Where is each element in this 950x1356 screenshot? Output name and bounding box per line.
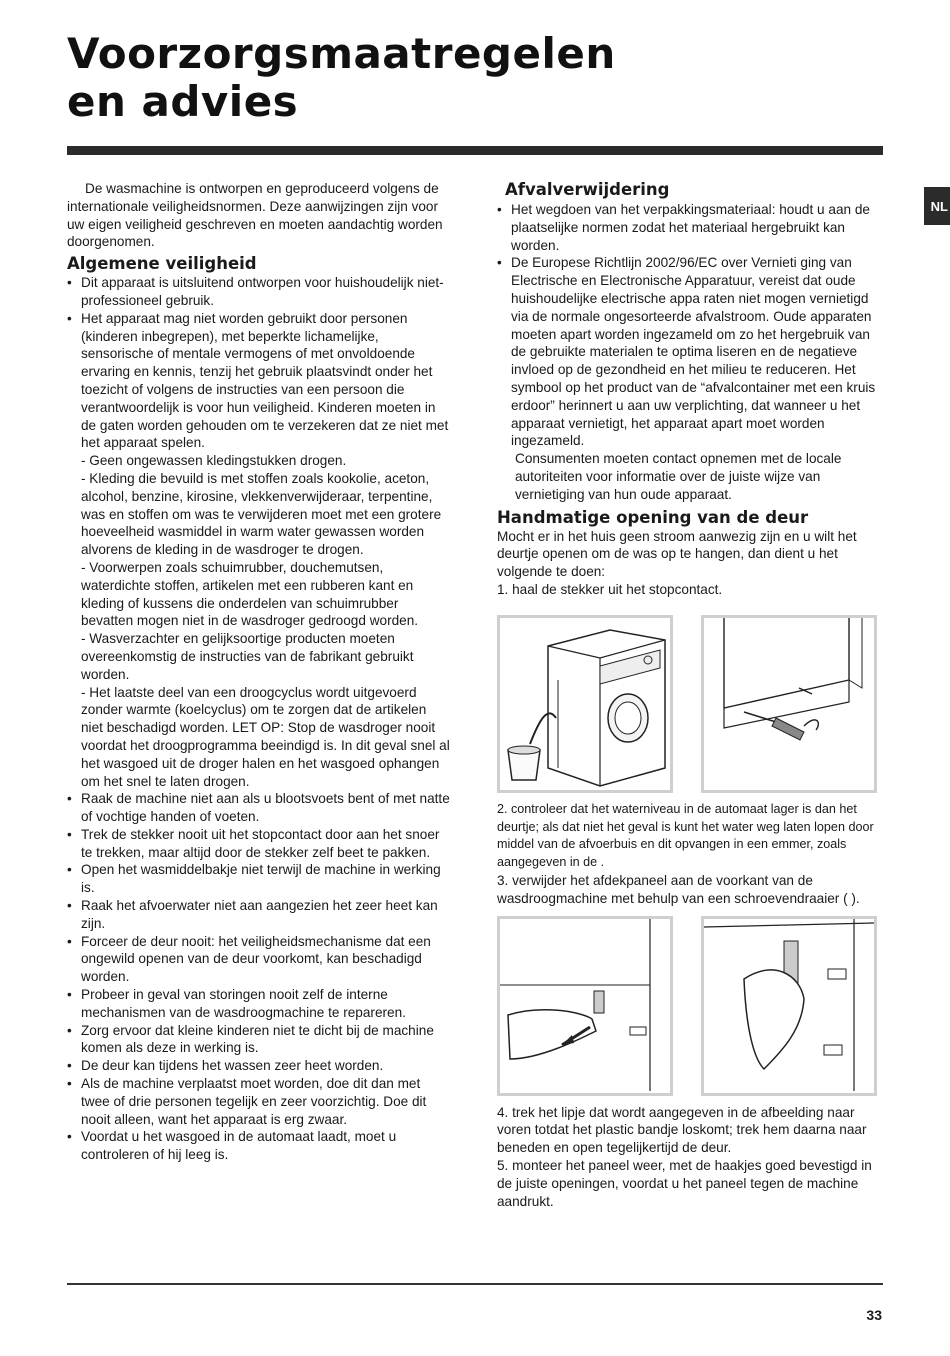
language-tab: NL xyxy=(924,187,950,225)
open-door-illustration xyxy=(701,916,877,1096)
list-item: • Het wegdoen van het verpakkingsmateriaal: houdt u aan de plaatselijke normen zodat het materiaal hergebruikt kan worden. xyxy=(497,201,885,254)
list-item: • Zorg ervoor dat kleine kinderen niet te dicht bij de machine komen als deze in werking is. xyxy=(67,1022,451,1058)
list-item: • De Europese Richtlijn 2002/96/EC over Vernieti ging van Electrische en Electronische Apparatuur, vereist dat oude huishoudelijke electrische appa raten niet mogen vernietigd via de normale ongesorteerde afvalstroom. Oude apparaten moeten apart worden ingezameld om zo het hergebruik van de gebruikte materialen te optima liseren en de negatieve invloed op de gezondheid en het milieu te reduceren. Het symbool op het product van de “afvalcontainer met een kruis erdoor” herinnert u aan uw verplichting, dat wanneer u het apparaat vernietigt, het apparaat apart moet worden ingezameld. xyxy=(497,254,885,450)
sub-item: - Voorwerpen zoals schuimrubber, douchemutsen, waterdichte stoffen, artikelen met een rubberen kant en kleding of kussens die onderdelen van schuimrubber bevatten mogen niet in de wasdroger gedroogd worden. xyxy=(81,559,419,629)
safety-heading: Algemene veiligheid xyxy=(67,254,257,274)
list-item: • Raak de machine niet aan als u blootsvoets bent of met natte of vochtige handen of voeten. xyxy=(67,790,451,826)
door-steps-2-3 xyxy=(497,801,885,908)
step-3: 3. verwijder het afdekpaneel aan de voorkant van de wasdroogmachine met behulp van een schroevendraaier ( ). xyxy=(497,872,860,906)
washing-machine-icon xyxy=(500,618,670,790)
footer-rule xyxy=(67,1283,883,1285)
list-item: • Dit apparaat is uitsluitend ontworpen voor huishoudelijk niet-professioneel gebruik. xyxy=(67,274,451,310)
step-1: 1. haal de stekker uit het stopcontact. xyxy=(497,581,723,597)
door-heading: Handmatige opening van de deur xyxy=(497,507,809,527)
list-item: • Raak het afvoerwater niet aan aangezien het zeer heet kan zijn. xyxy=(67,897,451,933)
door-latch-hand-icon xyxy=(704,919,874,1093)
list-item: • Open het wasmiddelbakje niet terwijl de machine in werking is. xyxy=(67,861,451,897)
waste-list xyxy=(497,201,885,450)
step-2: 2. controleer dat het waterniveau in de automaat lager is dan het deurtje; als dat niet het geval is kunt het water weg laten lopen door middel van de afvoerbuis en dit opvangen in een emmer, zoals aangegeven in de . xyxy=(497,801,874,870)
right-column xyxy=(497,180,885,1210)
sub-item: - Geen ongewassen kledingstukken drogen. xyxy=(81,453,347,469)
sub-item: - Het laatste deel van een droogcyclus wordt uitgevoerd zonder warmte (koelcyclus) om te zorgen dat de artikelen niet beschadigd worden. LET OP: Stop de wasdroger nooit voordat het droogprogramma beeindigd is. In dit geval snel al het wasgoed uit de droger halen en het wasgoed ophangen om het snel te laten drogen. xyxy=(81,684,450,789)
title-line-2: en advies xyxy=(67,77,299,126)
list-item: • Forceer de deur nooit: het veiligheidsmechanisme dat een ongewild openen van de deur voorkomt, kan beschadigd worden. xyxy=(67,933,451,986)
waste-heading: Afvalverwijdering xyxy=(505,180,670,199)
remove-panel-illustration xyxy=(701,615,877,793)
door-steps-4-5 xyxy=(497,1104,885,1211)
sub-item: - Kleding die bevuild is met stoffen zoals kookolie, aceton, alcohol, benzine, kirosine, vlekkenverwijderaar, terpentine, was en stoffen om was te verwijderen moet met een grotere hoeveelheid wasmiddel in warm water gewassen worden alvorens de kleding in de wasdroger te drogen. xyxy=(81,470,442,558)
step-4: 4. trek het lipje dat wordt aangegeven in de afbeelding naar voren totdat het plastic bandje loskomt; trek hem daarna naar beneden en open tegelijkertijd de deur. xyxy=(497,1104,867,1156)
sub-item: - Wasverzachter en gelijksoortige producten moeten overeenkomstig de instructies van de fabrikant gebruikt worden. xyxy=(81,631,414,682)
door-intro: Mocht er in het huis geen stroom aanwezig zijn en u wilt het deurtje openen om de was op te hangen, dan dient u het volgende te doen: xyxy=(497,528,857,580)
safety-list-continued xyxy=(67,790,451,1164)
intro-paragraph: De wasmachine is ontworpen en geproduceerd volgens de internationale veiligheidsnormen. Deze aanwijzingen zijn voor uw eigen veiligheid geschreven en moeten aandachtig worden doorgenomen. xyxy=(67,181,443,250)
list-item: • Als de machine verplaatst moet worden, doe dit dan met twee of drie personen tegelijk en zeer voorzichtig. Doe dit nooit alleen, want het apparaat is erg zwaar. xyxy=(67,1075,451,1128)
figure-row-2 xyxy=(497,916,877,1096)
list-item: • Het apparaat mag niet worden gebruikt door personen (kinderen inbegrepen), met beperkte lichamelijke, sensorische of mentale vermogens of met onvoldoende ervaring en kennis, tenzij het gebruik plaatsvindt onder het toezicht of volgens de instructies van een persoon die verantwoordelijk is voor hun veiligheid. Kinderen moeten in de gaten worden gehouden om te verzekeren dat ze niet met het apparaat spelen. xyxy=(67,310,451,452)
pull-tab-hand-icon xyxy=(500,919,670,1093)
waste-note: Consumenten moeten contact opnemen met de locale autoriteiten voor informatie over de juiste wijze van vernietiging van hun oude apparaat. xyxy=(515,451,842,502)
pull-tab-illustration xyxy=(497,916,673,1096)
safety-list xyxy=(67,274,451,452)
list-item: • Probeer in geval van storingen nooit zelf de interne mechanismen van de wasdroogmachine te repareren. xyxy=(67,986,451,1022)
screwdriver-icon xyxy=(704,618,874,790)
figure-row-1 xyxy=(497,615,877,793)
list-item: • De deur kan tijdens het wassen zeer heet worden. xyxy=(67,1057,451,1075)
page-title xyxy=(67,30,616,126)
title-line-1: Voorzorgsmaatregelen xyxy=(67,29,616,78)
list-item: • Voordat u het wasgoed in de automaat laadt, moet u controleren of hij leeg is. xyxy=(67,1128,451,1164)
machine-drain-illustration xyxy=(497,615,673,793)
left-column xyxy=(67,180,451,1164)
list-item: • Trek de stekker nooit uit het stopcontact door aan het snoer te trekken, maar altijd door de stekker zelf beet te pakken. xyxy=(67,826,451,862)
page-number: 33 xyxy=(866,1307,882,1323)
step-5: 5. monteer het paneel weer, met de haakjes goed bevestigd in de juiste openingen, voordat u het paneel tegen de machine aandrukt. xyxy=(497,1157,872,1209)
title-rule xyxy=(67,146,883,155)
door-steps xyxy=(497,528,885,599)
